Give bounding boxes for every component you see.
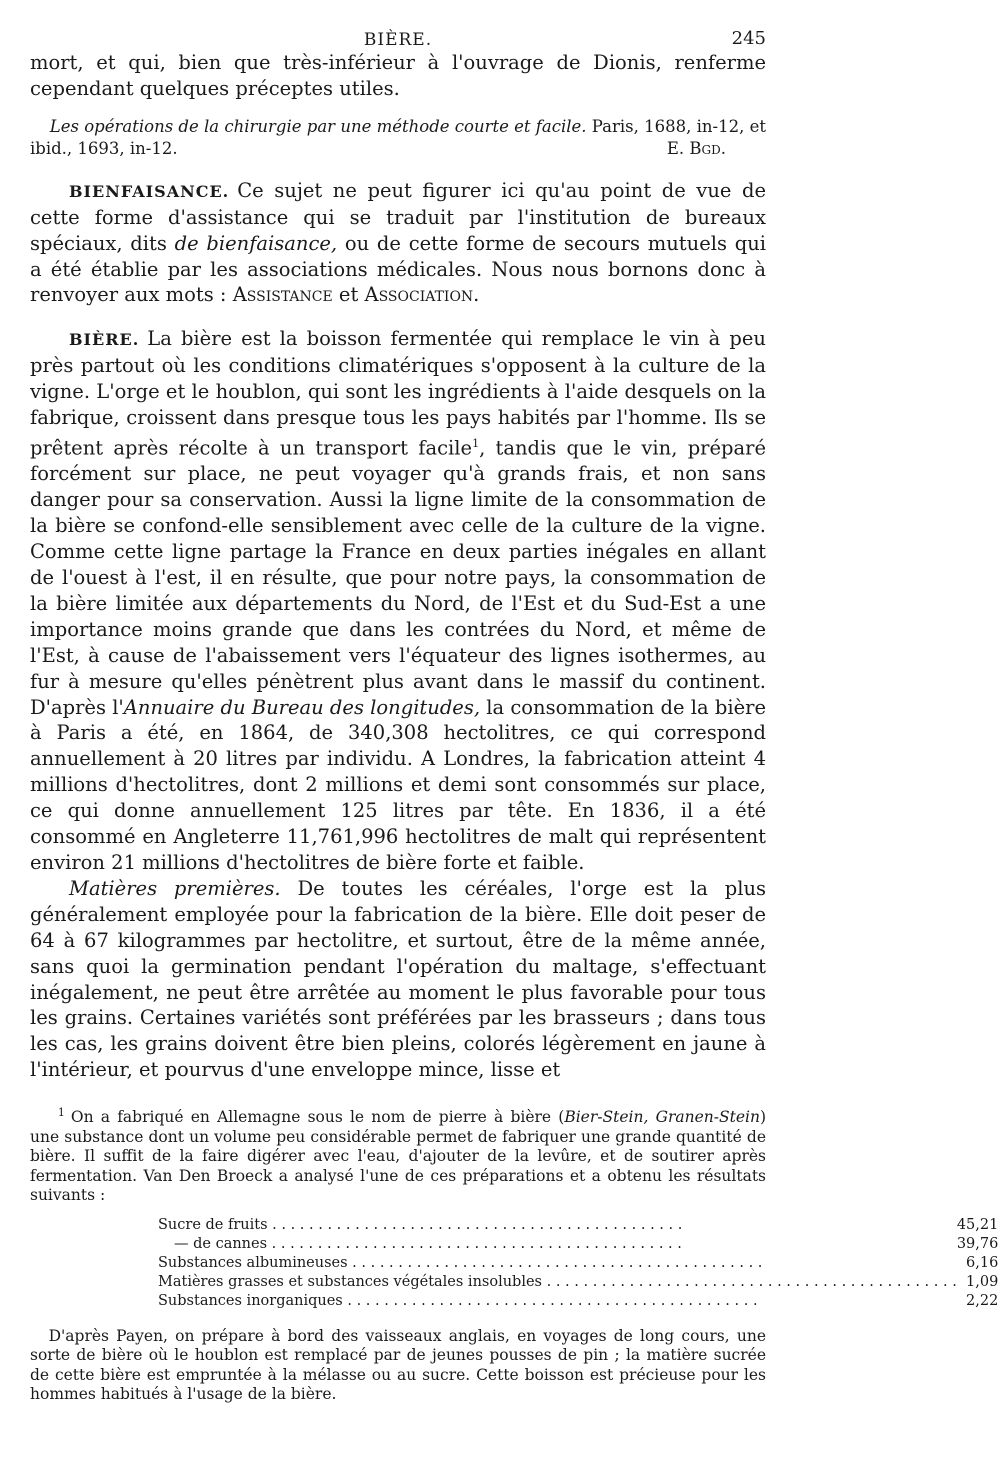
cross-ref-and: et: [338, 283, 359, 307]
page-number: 245: [731, 28, 766, 49]
analysis-label: Substances inorganiques . . .: [158, 1292, 957, 1311]
table-row: [158, 1254, 998, 1273]
analysis-value: 2,22: [966, 1292, 998, 1309]
matieres-text: De toutes les céréales, l'orge est la plus généralement employée pour la fabrication de la bière. Elle doit peser de 64 à 67 kilogrammes par hectolitre, et surtout, être de la même année, sans quoi la germination pendant l'opération du maltage, s'effectuant inégalement, ne peut être arrêtée au moment le plus favorable pour tous les grains. Certaines variétés sont préférées par les brasseurs ; dans tous les cas, les grains doivent être bien pleins, colorés légèrement en jaune à l'intérieur, et pourvus d'une enveloppe mince, lisse et: [30, 876, 767, 1082]
analysis-label: — de cannes . . .: [158, 1235, 957, 1254]
table-row: [158, 1235, 998, 1254]
cross-ref-assistance: Assistance: [232, 283, 333, 307]
entry-biere: [30, 326, 766, 876]
running-title: BIÈRE.: [363, 30, 433, 50]
analysis-value: 6,16: [966, 1254, 998, 1271]
matieres-paragraph: [30, 876, 766, 1083]
bienfaisance-italic: de bienfaisance,: [174, 231, 338, 255]
page-header: [30, 18, 766, 50]
table-row: [158, 1216, 998, 1235]
page: [30, 18, 998, 1405]
analysis-label: Matières grasses et substances végétales insolubles . . .: [158, 1273, 957, 1292]
analysis-label: Sucre de fruits . . .: [158, 1216, 957, 1235]
bienfaisance-text-b: ou de cette forme de secours mutuels qui a été établie par les associations médicales. Nous nous bornons donc à renvoyer aux mots :: [30, 231, 766, 307]
footnote: [30, 1103, 998, 1405]
analysis-label: Substances albumineuses . . .: [158, 1254, 957, 1273]
author-signature: E. Bgd.: [666, 138, 726, 158]
footnote-mark: 1: [57, 1106, 65, 1120]
table-row: [158, 1292, 998, 1311]
analysis-value: 45,21: [956, 1216, 998, 1233]
footnote-reference: 1: [472, 436, 480, 450]
biere-text-c: la consommation de la bière à Paris a été, en 1864, de 340,308 hectolitres, ce qui correspond annuellement à 20 litres par individu. A Londres, la fabrication atteint 4 millions d'hectolitres, dont 2 millions et demi sont consommés sur place, ce qui donne annuellement 125 litres par tête. En 1836, il a été consommé en Angleterre 11,761,996 hectolitres de malt qui représentent environ 21 millions d'hectolitres de bière forte et faible.: [30, 695, 766, 874]
bibliography-title: Les opérations de la chirurgie par une méthode courte et facile.: [49, 116, 587, 136]
bienfaisance-text-a: Ce sujet ne peut figurer ici qu'au point de vue de cette forme d'assistance qui se traduit par l'institution de bureaux spéciaux, dits: [30, 178, 766, 255]
footnote-tail-paragraph: D'après Payen, on prépare à bord des vaisseaux anglais, en voyages de long cours, une sorte de bière où le houblon est remplacé par de jeunes pousses de pin ; la matière sucrée de cette bière est empruntée à la mélasse ou au sucre. Cette boisson est précieuse pour les hommes habitués à l'usage de la bière.: [30, 1326, 766, 1404]
biere-text-b: , tandis que le vin, préparé forcément sur place, ne peut voyager qu'à grands frais, et non sans danger pour sa conservation. Aussi la ligne limite de la consommation de la bière se confond-elle sensiblement avec celle de la culture de la vigne. Comme cette ligne partage la France en deux parties inégales en allant de l'ouest à l'est, il en résulte, que pour notre pays, la consommation de la bière limitée aux départements du Nord, de l'Est et du Sud-Est a une importance moins grande que dans les contrées du Nord, et même de l'Est, à cause de l'abaissement vers l'équateur des lignes isothermes, au fur à mesure qu'elles pénètrent plus avant dans le massif du continent. D'après l': [30, 436, 767, 719]
analysis-value: 39,76: [956, 1235, 998, 1252]
biere-italic-ref: Annuaire du Bureau des longitudes,: [123, 695, 481, 719]
headword-biere: BIÈRE.: [69, 330, 140, 350]
matieres-heading: Matières premières.: [69, 876, 281, 900]
analysis-table: [158, 1216, 998, 1311]
analysis-value: 1,09: [966, 1273, 998, 1290]
intro-paragraph: mort, et qui, bien que très-inférieur à l'ouvrage de Dionis, renferme cependant quelques préceptes utiles.: [30, 51, 766, 100]
footnote-text-a: On a fabriqué en Allemagne sous le nom de pierre à bière (: [70, 1108, 565, 1127]
headword-bienfaisance: BIENFAISANCE.: [69, 181, 230, 201]
biere-text-a: La bière est la boisson fermentée qui remplace le vin à peu près partout où les conditions climatériques s'opposent à la culture de la vigne. L'orge et le houblon, qui sont les ingrédients à l'aide desquels on la fabrique, croissent dans presque tous les pays habités par l'homme. Ils se prêtent après récolte à un transport facile: [30, 327, 766, 460]
footnote-paragraph: [30, 1103, 766, 1206]
entry-bienfaisance: [30, 178, 766, 309]
footnote-italic: Bier-Stein, Granen-Stein: [564, 1108, 760, 1127]
table-row: [158, 1273, 998, 1292]
bibliography-details: Paris, 1688, in-12, et ibid., 1693, in-12.: [30, 116, 766, 158]
bibliography-entry: [30, 116, 766, 160]
cross-ref-association: Association.: [364, 283, 480, 307]
footnote-text-b: ) une substance dont un volume peu considérable permet de fabriquer une grande quantité de bière. Il suffit de la faire digérer avec l'eau, d'ajouter de la levûre, et de soutirer après fermentation. Van Den Broeck a analysé l'une de ces préparations et a obtenu les résultats suivants :: [30, 1108, 767, 1205]
